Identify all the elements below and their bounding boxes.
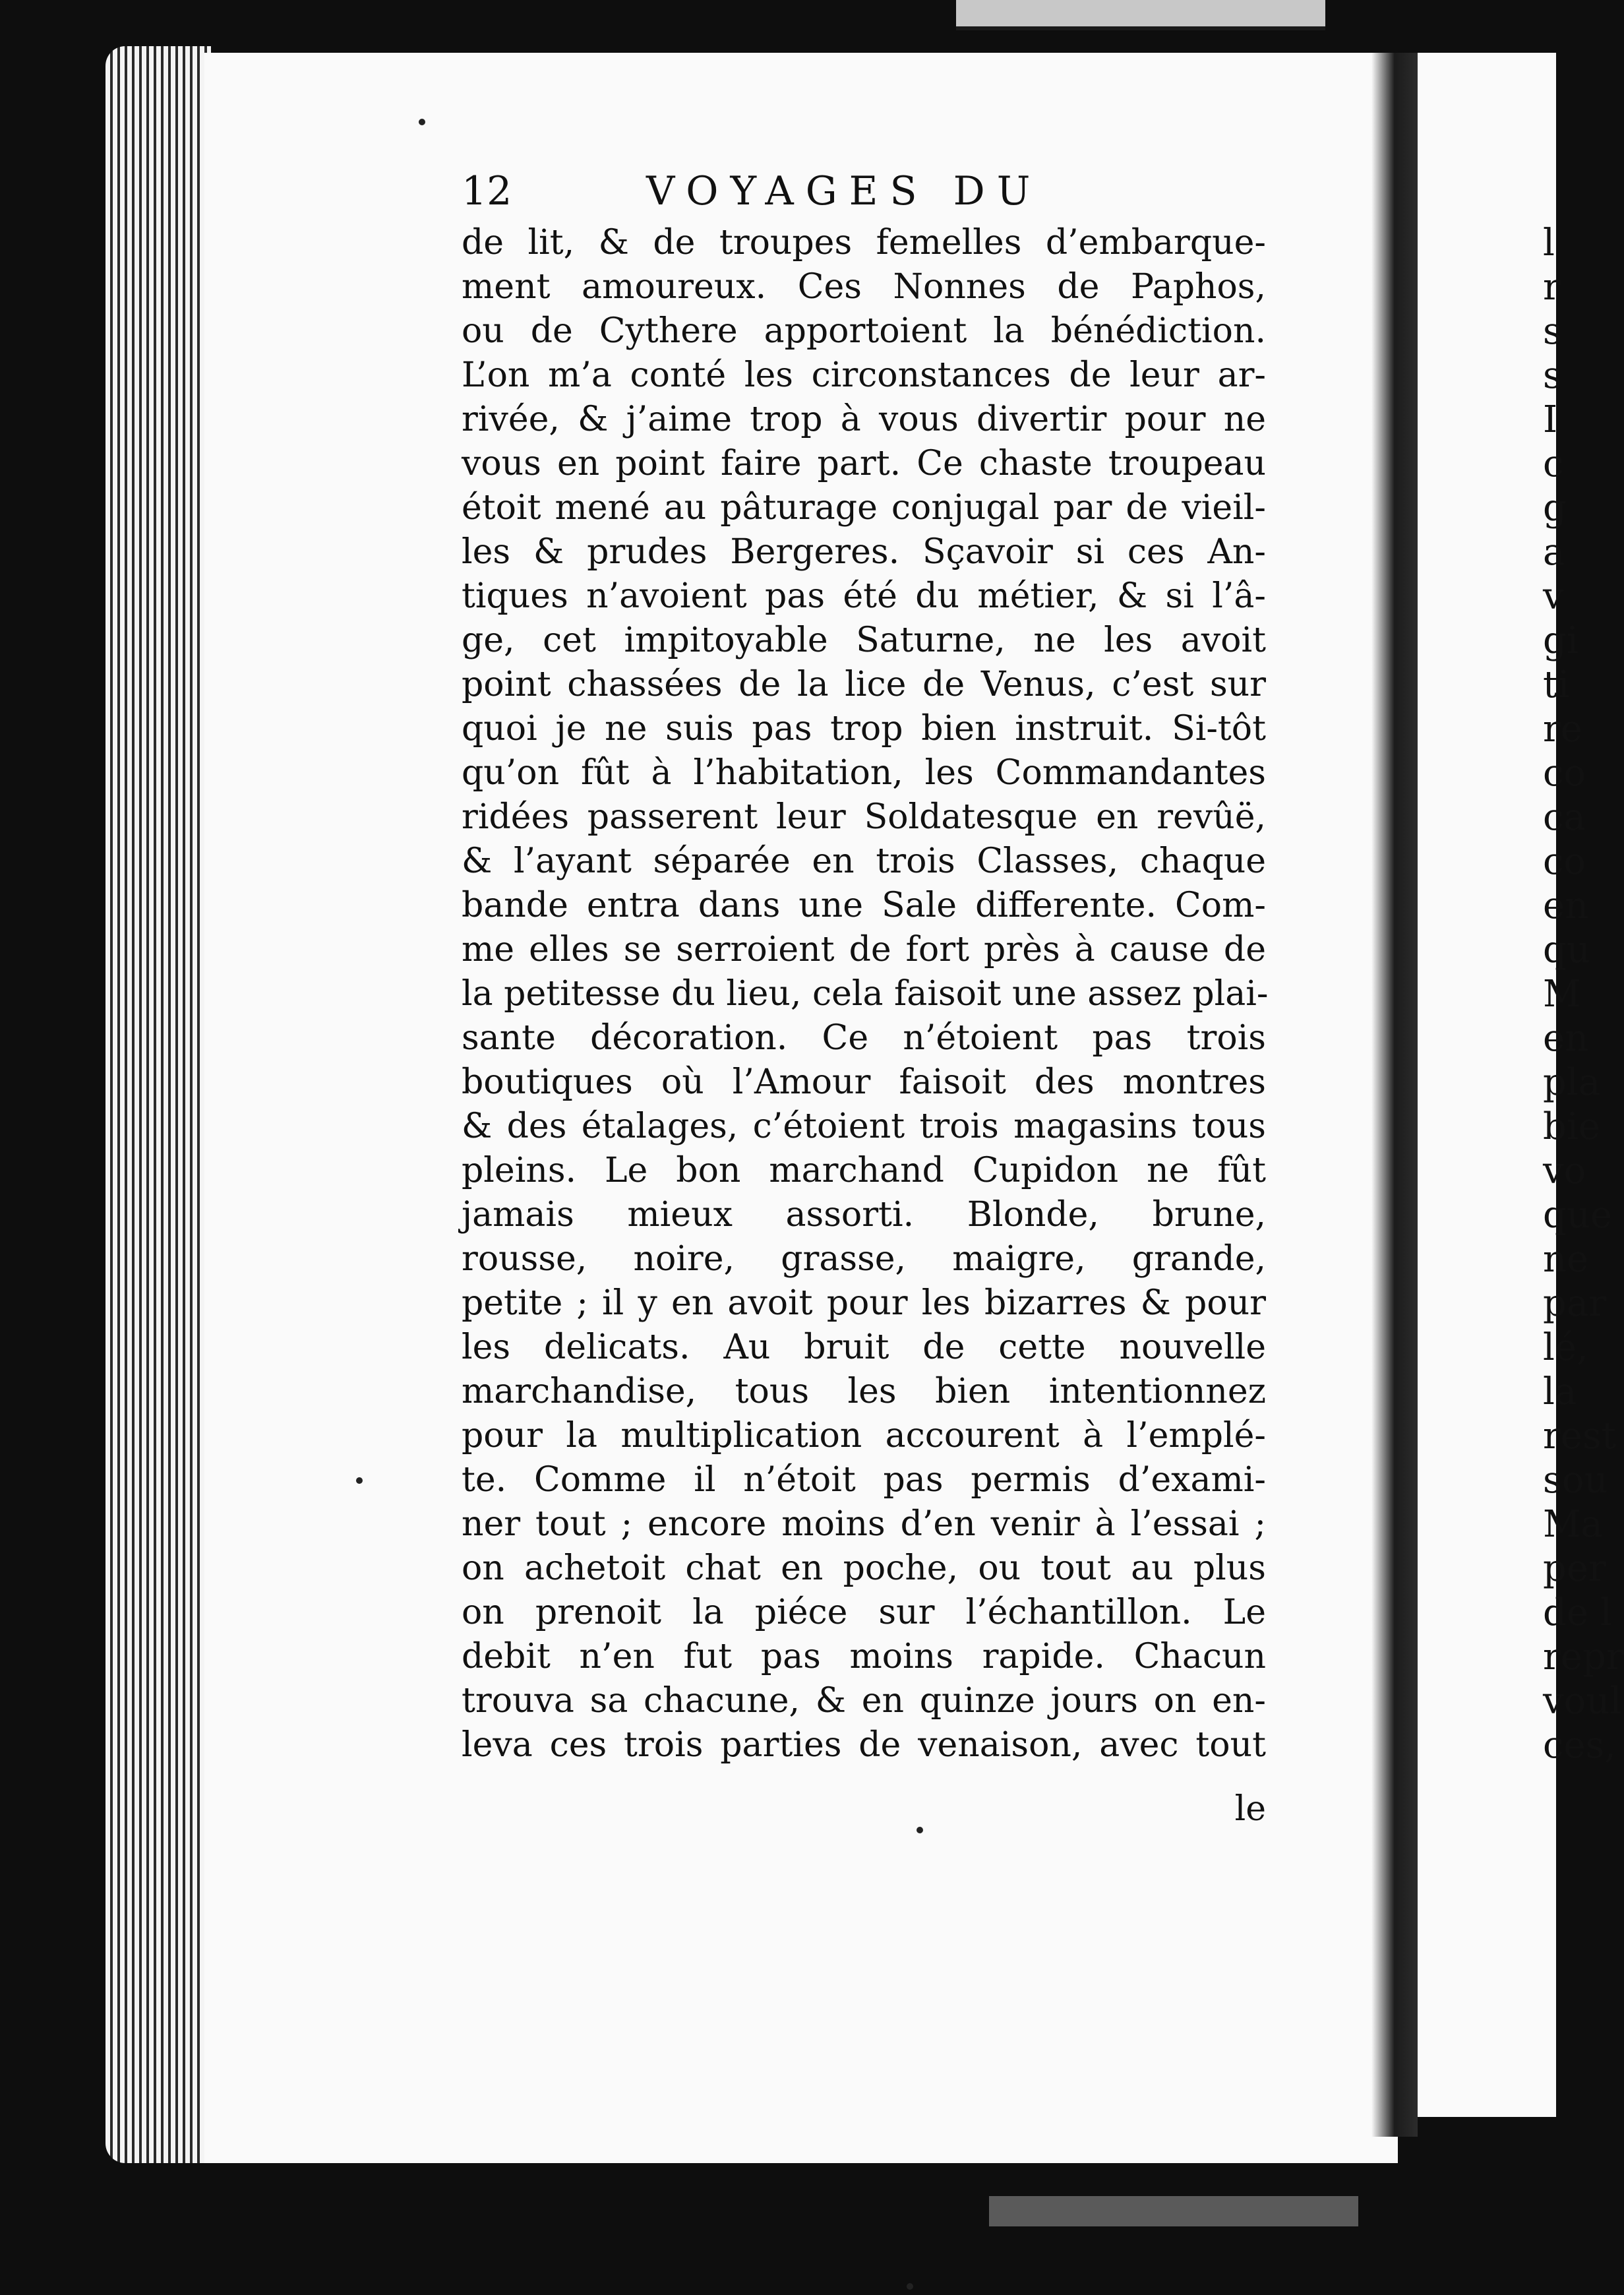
- right-page-fragment: de l: [1543, 1591, 1612, 1634]
- right-page-fragment: a: [1543, 531, 1565, 574]
- right-page-fragment: bie: [1543, 1105, 1600, 1148]
- right-page-line-fragments: [1418, 221, 1624, 1767]
- running-head-title: VOYAGES DU: [646, 168, 1042, 214]
- right-page-fragment: que: [1543, 1194, 1613, 1237]
- text-line: leva ces trois parties de venaison, avec tout: [462, 1725, 1266, 1765]
- catchword: le: [1234, 1789, 1266, 1829]
- text-line: on prenoit la piéce sur l’échantillon. Le: [462, 1593, 1266, 1632]
- text-line: L’on m’a conté les circonstances de leur ar-: [462, 355, 1266, 395]
- right-page-fragment: s: [1543, 354, 1562, 397]
- text-line: me elles se serroient de fort près à cause de: [462, 930, 1266, 969]
- right-page-fragment: gi: [1543, 619, 1579, 662]
- text-line: pleins. Le bon marchand Cupidon ne fût: [462, 1151, 1266, 1190]
- right-page-fragment: ca: [1543, 796, 1586, 839]
- right-page-fragment: ti: [1543, 663, 1570, 706]
- right-page-fragment: g: [1543, 487, 1567, 530]
- book-page-edges: [105, 46, 211, 2163]
- right-page-fragment: la: [1543, 1370, 1577, 1413]
- text-line: étoit mené au pâturage conjugal par de vieil-: [462, 488, 1266, 528]
- text-line: les & prudes Bergeres. Sçavoir si ces An-: [462, 532, 1266, 572]
- text-line: on achetoit chat en poche, ou tout au plus: [462, 1548, 1266, 1588]
- ink-speck: [917, 1827, 923, 1833]
- right-page-fragment: sou: [1543, 1459, 1608, 1502]
- right-page-fragment: pla: [1543, 1061, 1601, 1104]
- right-page-fragment: lé,: [1543, 1326, 1588, 1369]
- text-line: ge, cet impitoyable Saturne, ne les avoit: [462, 621, 1266, 660]
- right-page-fragment: M: [1543, 973, 1581, 1016]
- ink-speck: [419, 119, 425, 125]
- text-line: point chassées de la lice de Venus, c’est sur: [462, 665, 1266, 704]
- text-line: la petitesse du lieu, cela faisoit une assez plai-: [462, 974, 1269, 1014]
- text-line: marchandise, tous les bien intentionnez: [462, 1372, 1266, 1411]
- text-line: pour la multiplication accourent à l’emplé-: [462, 1416, 1266, 1455]
- right-page-fragment: voul: [1543, 1680, 1622, 1723]
- right-page-fragment: v: [1543, 575, 1564, 618]
- right-page-fragment: co: [1543, 840, 1586, 883]
- text-line: trouva sa chacune, & en quinze jours on en-: [462, 1681, 1266, 1721]
- right-page-fragment: ces,: [1543, 1724, 1617, 1767]
- book-page-right-fragment: [1418, 53, 1624, 2117]
- text-line: te. Comme il n’étoit pas permis d’exami-: [462, 1460, 1266, 1500]
- text-line: rivée, & j’aime trop à vous divertir pour ne: [462, 400, 1266, 439]
- ink-speck: [356, 1477, 363, 1484]
- right-page-fragment: re: [1543, 708, 1582, 750]
- book-gutter: [1371, 53, 1418, 2137]
- right-page-fragment: ne: [1543, 1238, 1589, 1281]
- text-line: quoi je ne suis pas trop bien instruit. Si-tôt: [462, 709, 1266, 749]
- right-page-fragment: I: [1543, 398, 1558, 441]
- right-page-fragment: qu: [1543, 929, 1590, 971]
- right-page-fragment: co: [1543, 752, 1586, 795]
- scan-top-strip: [956, 0, 1325, 30]
- right-page-fragment: c: [1543, 443, 1564, 485]
- right-page-fragment: repr: [1543, 1636, 1624, 1678]
- text-line: ner tout ; encore moins d’en venir à l’essai ;: [462, 1504, 1266, 1544]
- right-page-fragment: en: [1543, 884, 1589, 927]
- text-line: les delicats. Au bruit de cette nouvelle: [462, 1328, 1266, 1367]
- right-page-fragment: per: [1543, 1547, 1606, 1590]
- text-line: petite ; il y en avoit pour les bizarres & pour: [462, 1283, 1266, 1323]
- text-line: vous en point faire part. Ce chaste troupeau: [462, 444, 1266, 483]
- right-page-fragment: vo: [1543, 1149, 1586, 1192]
- page-number: 12: [462, 168, 512, 214]
- right-page-fragment: rest: [1543, 1415, 1617, 1457]
- text-line: ridées passerent leur Soldatesque en revûë,: [462, 797, 1266, 837]
- text-line: ou de Cythere apportoient la bénédiction.: [462, 311, 1266, 351]
- text-line: debit n’en fut pas moins rapide. Chacun: [462, 1637, 1266, 1676]
- text-line: tiques n’avoient pas été du métier, & si l’â-: [462, 576, 1266, 616]
- text-line: rousse, noire, grasse, maigre, grande,: [462, 1239, 1266, 1279]
- right-page-fragment: par: [1543, 1282, 1607, 1325]
- text-line: sante décoration. Ce n’étoient pas trois: [462, 1018, 1266, 1058]
- right-page-fragment: Ma: [1543, 1503, 1603, 1546]
- text-line: & l’ayant séparée en trois Classes, chaque: [462, 842, 1266, 881]
- ink-speck: [907, 2283, 913, 2290]
- right-page-fragment: s: [1543, 310, 1562, 353]
- running-head: [462, 165, 1266, 218]
- text-line: & des étalages, c’étoient trois magasins tous: [462, 1107, 1266, 1146]
- text-line: de lit, & de troupes femelles d’embarque-: [462, 223, 1266, 262]
- right-page-fragment: r: [1543, 266, 1561, 309]
- text-line: boutiques où l’Amour faisoit des montres: [462, 1062, 1266, 1102]
- right-page-fragment: l: [1543, 222, 1555, 264]
- text-line: bande entra dans une Sale differente. Com-: [462, 886, 1266, 925]
- scan-bottom-strip: [989, 2196, 1358, 2226]
- right-page-fragment: en: [1543, 1017, 1589, 1060]
- text-line: qu’on fût à l’habitation, les Commandantes: [462, 753, 1266, 793]
- main-text-block: [462, 221, 1269, 1767]
- text-line: jamais mieux assorti. Blonde, brune,: [462, 1195, 1266, 1235]
- text-line: ment amoureux. Ces Nonnes de Paphos,: [462, 267, 1266, 307]
